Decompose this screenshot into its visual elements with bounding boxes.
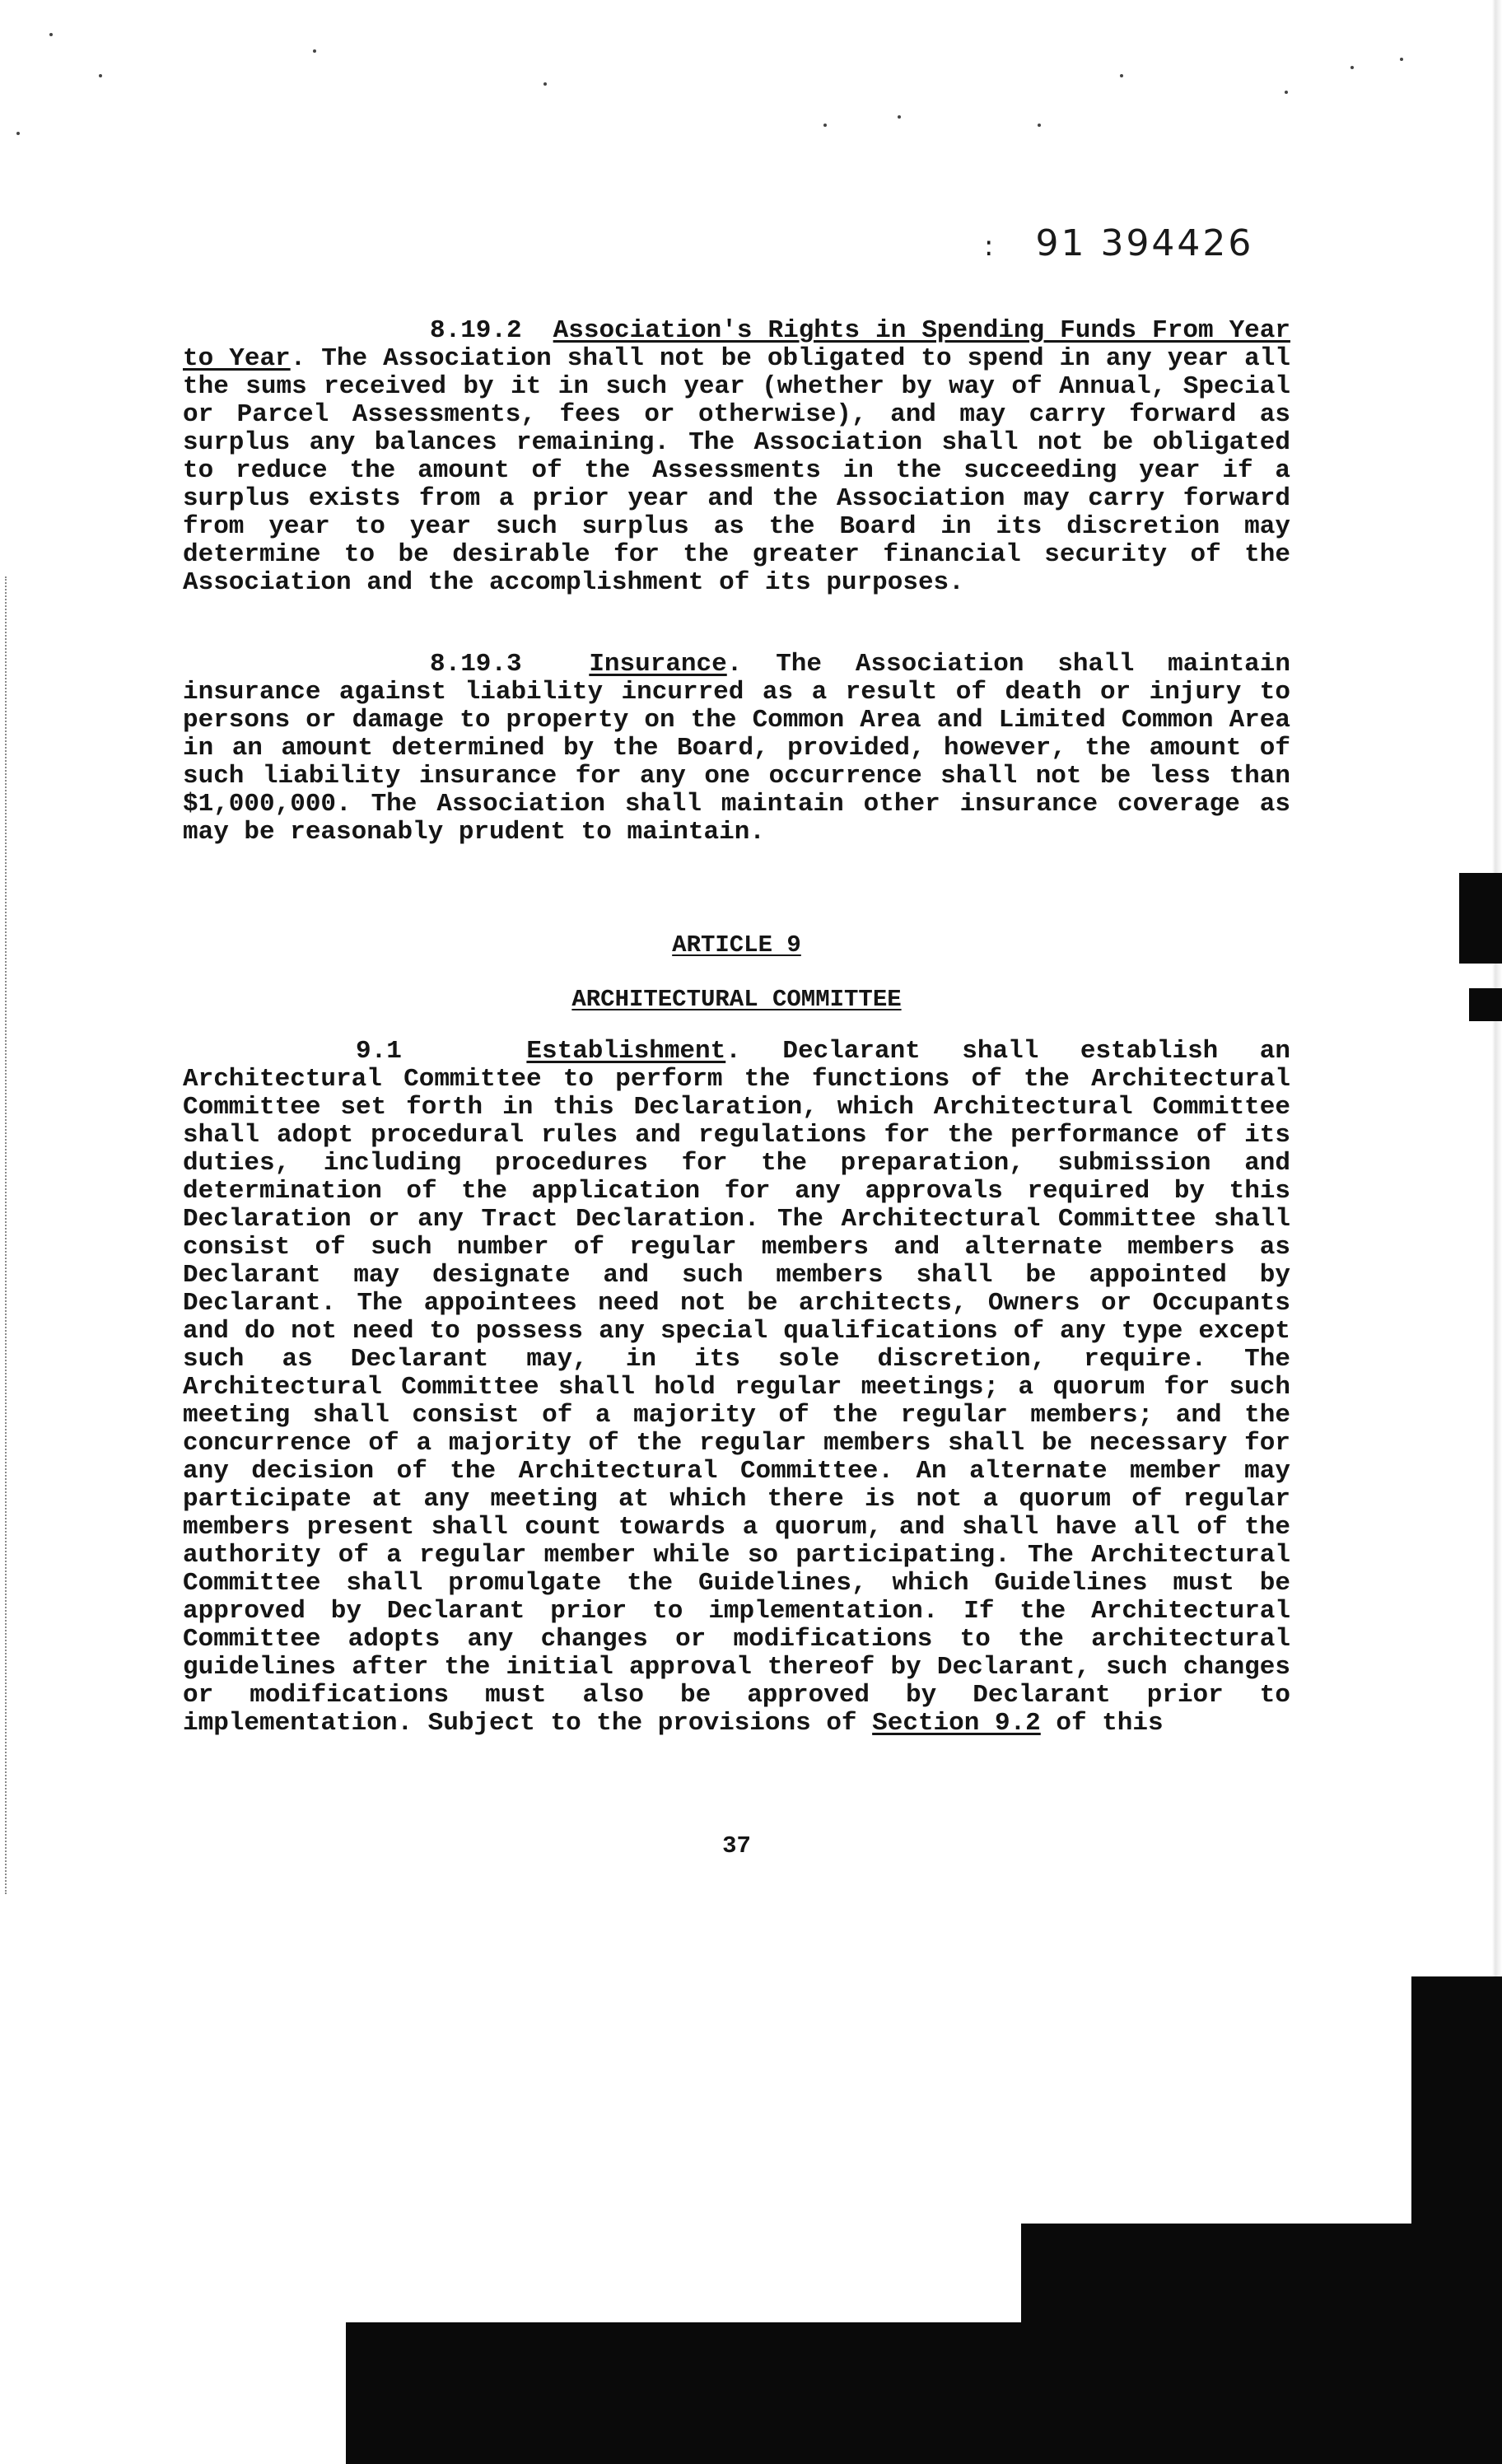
section-title: Association's Rights in Spending Funds From Year to Year: [183, 316, 1290, 373]
scan-dark-block: [1469, 988, 1502, 1021]
section-number: 9.1: [356, 1037, 402, 1066]
paragraph-8-19-2: [183, 317, 1290, 597]
section-number: 8.19.3: [430, 650, 522, 679]
section-tail: of this: [1040, 1709, 1164, 1738]
page-number: 37: [722, 1832, 751, 1860]
section-reference-link[interactable]: Section 9.2: [872, 1709, 1041, 1738]
scan-noise: [0, 0, 1502, 165]
scan-dark-block: [346, 2322, 1502, 2464]
paragraph-8-19-3: [183, 651, 1290, 847]
section-title: Insurance: [589, 650, 727, 679]
scan-dark-block: [1459, 873, 1502, 964]
section-number: 8.19.2: [430, 316, 522, 345]
article-title: ARCHITECTURAL COMMITTEE: [571, 986, 902, 1013]
section-title: Establishment: [526, 1037, 726, 1066]
document-number-prefix: :: [984, 230, 996, 263]
article-heading: ARTICLE 9: [672, 931, 801, 959]
scan-left-edge-marks: [5, 576, 12, 1894]
document-number-value: 91 394426: [1035, 222, 1254, 264]
section-body: . The Association shall maintain insurance against liability incurred as a result of death or injury to persons or damage to property on the Common Area and Limited Common Area in an amount determined by the Board, provided, however, the amount of such liability insurance for any one occurrence shall not be less than $1,000,000. The Association shall maintain other insurance coverage as may be reasonably prudent to maintain.: [183, 650, 1290, 847]
document-number: [984, 222, 1253, 264]
paragraph-9-1: [183, 1038, 1290, 1738]
section-body: . The Association shall not be obligated to spend in any year all the sums received by it in such year (whether by way of Annual, Special or Parcel Assessments, fees or otherwise), and may carry forward as surplus any balances remaining. The Association shall not be obligated to reduce the amount of the Assessments in the succeeding year if a surplus exists from a prior year and the Association may carry forward from year to year such surplus as the Board in its discretion may determine to be desirable for the greater financial security of the Association and the accomplishment of its purposes.: [183, 344, 1290, 597]
scan-right-edge: [1486, 0, 1502, 2141]
section-body: . Declarant shall establish an Architectural Committee to perform the functions of the Architectural Committee set forth in this Declaration, which Architectural Committee shall adopt procedural rules and regulations for the performance of its duties, including procedures for the preparation, submission and determination of the application for any approvals required by this Declaration or any Tract Declaration. The Architectural Committee shall consist of such number of regular members and alternate members as Declarant may designate and such members shall be appointed by Declarant. The appointees need not be architects, Owners or Occupants and do not need to possess any special qualifications of any type except such as Declarant may, in its sole discretion, require. The Architectural Committee shall hold regular meetings; a quorum for such meeting shall consist of a majority of the regular members; and the concurrence of a majority of the regular members shall be necessary for any decision of the Architectural Committee. An alternate member may participate at any meeting at which there is not a quorum of regular members present shall count towards a quorum, and shall have all of the authority of a regular member while so participating. The Architectural Committee shall promulgate the Guidelines, which Guidelines must be approved by Declarant prior to implementation. If the Architectural Committee adopts any changes or modifications to the architectural guidelines after the initial approval thereof by Declarant, such changes or modifications must also be approved by Declarant prior to implementation. Subject to the provisions of: [183, 1037, 1291, 1738]
